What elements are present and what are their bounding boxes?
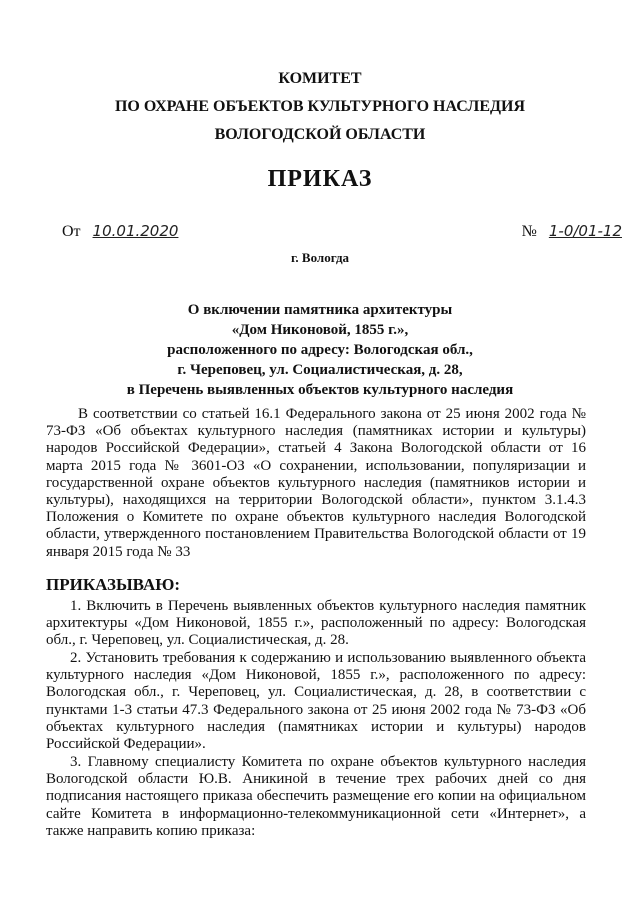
- subject-line: расположенного по адресу: Вологодская обл.,: [167, 342, 473, 358]
- subject-line: г. Череповец, ул. Социалистическая, д. 28,: [177, 362, 463, 378]
- subject-block: [0, 300, 640, 400]
- order-item-2: 2. Установить требования к содержанию и использованию выявленного объекта культурного наследия «Дом Никоновой, 1855 г.», расположенного по адресу: Вологодская обл., г. Череповец, ул. Социалистическая, д. 28, в соответствии с пунктами 1-3 статьи 47.3 Федерального закона от 25 июня 2002 года № 73-ФЗ «Об объектах культурного наследия (памятниках истории и культуры) народов Российской Федерации».: [46, 650, 586, 753]
- order-heading: ПРИКАЗЫВАЮ:: [46, 575, 181, 594]
- header-line-region: ВОЛОГОДСКОЙ ОБЛАСТИ: [214, 126, 426, 143]
- city-line: г. Вологда: [290, 250, 350, 265]
- order-item-1: 1. Включить в Перечень выявленных объектов культурного наследия памятник архитектуры «Дом Никоновой, 1855 г.», расположенный по адресу: Вологодская обл., г. Череповец, ул. Социалистическая, д. 28.: [46, 598, 586, 649]
- date-prefix: От: [62, 223, 81, 240]
- order-item-3: 3. Главному специалисту Комитета по охране объектов культурного наследия Вологодской области Ю.В. Аникиной в течение трех рабочих дней со дня подписания настоящего приказа обеспечить размещение его копии на официальном сайте Комитета в информационно-телекоммуникационной сети «Интернет», а также направить копию приказа:: [46, 754, 586, 839]
- subject-line: «Дом Никоновой, 1855 г.»,: [231, 322, 409, 338]
- date-value: 10.01.2020: [92, 222, 179, 240]
- number-value: 1-0/01-12: [548, 222, 622, 240]
- document-title: ПРИКАЗ: [267, 166, 373, 192]
- subject-line: в Перечень выявленных объектов культурного наследия: [126, 382, 514, 398]
- order-number: [522, 222, 622, 241]
- header-line-protection: ПО ОХРАНЕ ОБЪЕКТОВ КУЛЬТУРНОГО НАСЛЕДИЯ: [114, 98, 526, 115]
- header-line-committee: КОМИТЕТ: [278, 70, 362, 87]
- number-prefix: №: [521, 223, 537, 240]
- date-number-line: [62, 222, 622, 241]
- subject-line: О включении памятника архитектуры: [187, 302, 453, 318]
- preamble-paragraph: В соответствии со статьей 16.1 Федерального закона от 25 июня 2002 года № 73-ФЗ «Об объектах культурного наследия (памятниках истории и культуры) народов Российской Федерации», статьей 4 Закона Вологодской области от 16 марта 2015 года № 3601-ОЗ «О сохранении, использовании, популяризации и государственной охране объектов культурного наследия (памятников истории и культуры), находящихся на территории Вологодской области», пунктом 3.1.4.3 Положения о Комитете по охране объектов культурного наследия Вологодской области, утвержденного постановлением Правительства Вологодской области от 19 января 2015 года № 33: [46, 406, 586, 560]
